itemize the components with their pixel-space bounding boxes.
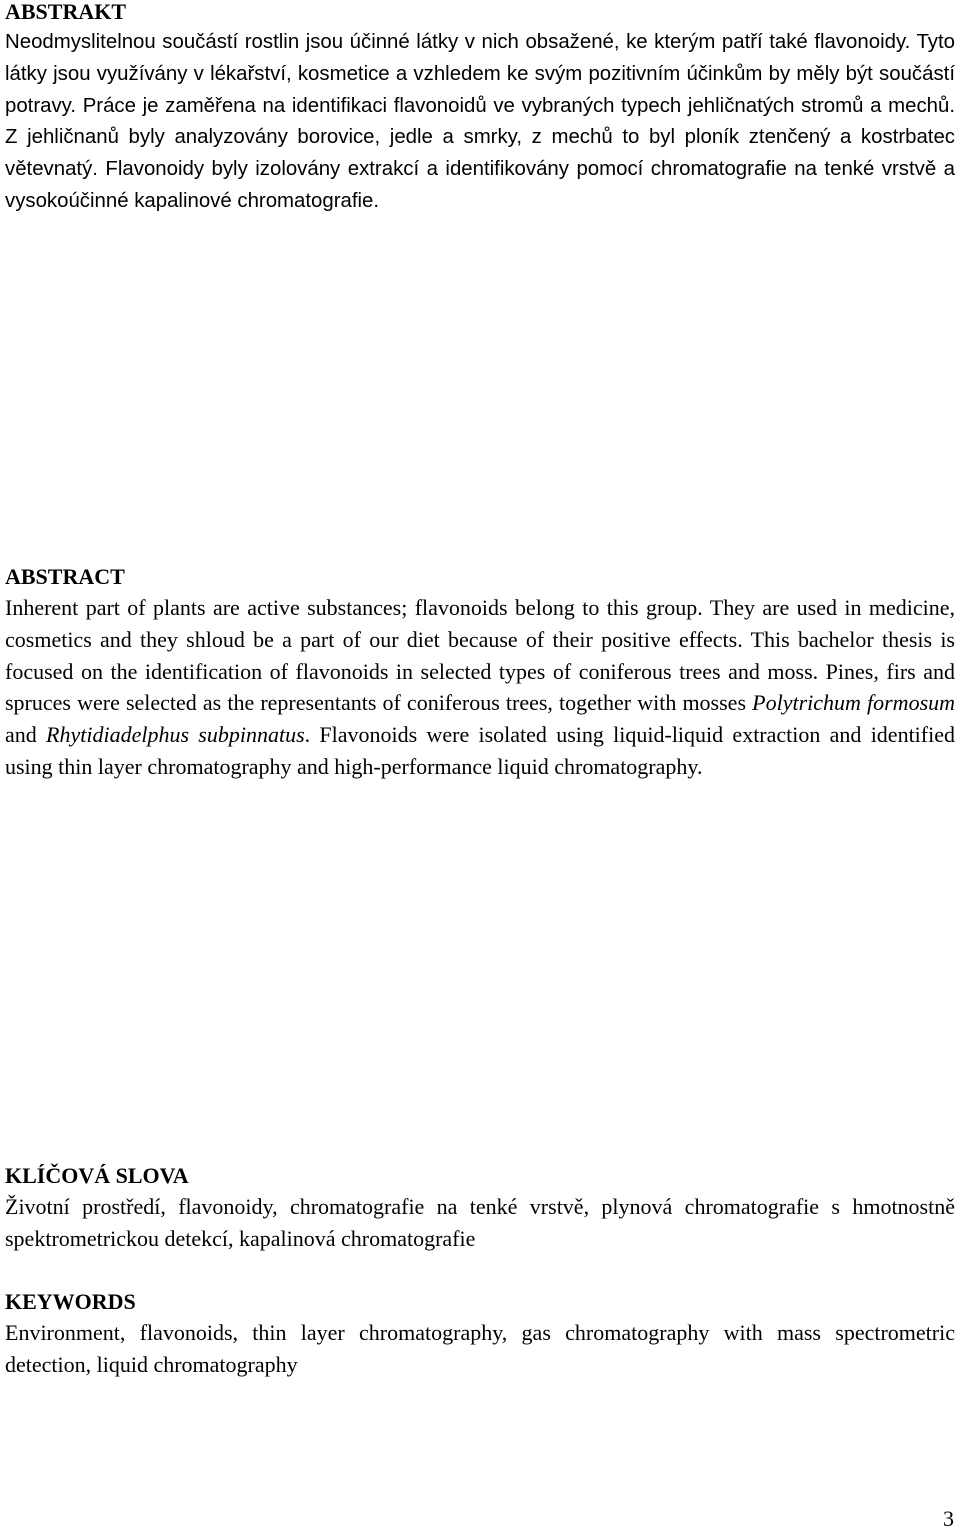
abstract-text-part2: . Flavonoids were isolated using liquid-liquid extraction and identified using thin layer chromatography and high-performance liquid chromatography.	[5, 722, 956, 779]
klicova-slova-paragraph: Životní prostředí, flavonoidy, chromatografie na tenké vrstvě, plynová chromatografie s hmotnostně spektrometrickou detekcí, kapalinová chromatografie	[5, 1194, 955, 1251]
abstract-paragraph	[5, 592, 955, 783]
species-name-polytrichum: Polytrichum formosum	[752, 690, 956, 716]
keywords-paragraph: Environment, flavonoids, thin layer chromatography, gas chromatography with mass spectrometric detection, liquid chromatography	[5, 1320, 955, 1377]
keywords-section	[5, 1286, 955, 1381]
klicova-slova-heading: KLÍČOVÁ SLOVA	[5, 1163, 189, 1188]
page-number: 3	[943, 1506, 954, 1531]
abstract-text-part1: Inherent part of plants are active substances; flavonoids belong to this group. They are used in medicine, cosmetics and they shloud be a part of our diet because of their positive effects. This bachelor thesis is focused on the identification of flavonoids in selected types of coniferous trees and moss. Pines, firs and spruces were selected as the representants of coniferous trees, together with mosses	[5, 595, 955, 716]
keywords-heading: KEYWORDS	[5, 1289, 136, 1314]
species-name-rhytidiadelphus: Rhytidiadelphus subpinnatus	[46, 722, 305, 748]
abstract-conjunction: and	[5, 722, 37, 748]
abstract-heading: ABSTRACT	[5, 564, 125, 589]
abstrakt-section	[5, 0, 955, 218]
klicova-slova-section	[5, 1160, 955, 1255]
abstrakt-paragraph: Neodmyslitelnou součástí rostlin jsou účinné látky v nich obsažené, ke kterým patří také flavonoidy. Tyto látky jsou využívány v lékařství, kosmetice a vzhledem ke svým pozitivním účinkům by měly být součástí potravy. Práce je zaměřena na identifikaci flavonoidů ve vybraných typech jehličnatých stromů a mechů. Z jehličnanů byly analyzovány borovice, jedle a smrky, z mechů to byl ploník ztenčený a kostrbatec větevnatý. Flavonoidy byly izolovány extrakcí a identifikovány pomocí chromatografie na tenké vrstvě a vysokoúčinné kapalinové chromatografie.	[5, 31, 955, 212]
abstract-section	[5, 561, 955, 783]
abstrakt-heading: ABSTRAKT	[5, 0, 127, 24]
